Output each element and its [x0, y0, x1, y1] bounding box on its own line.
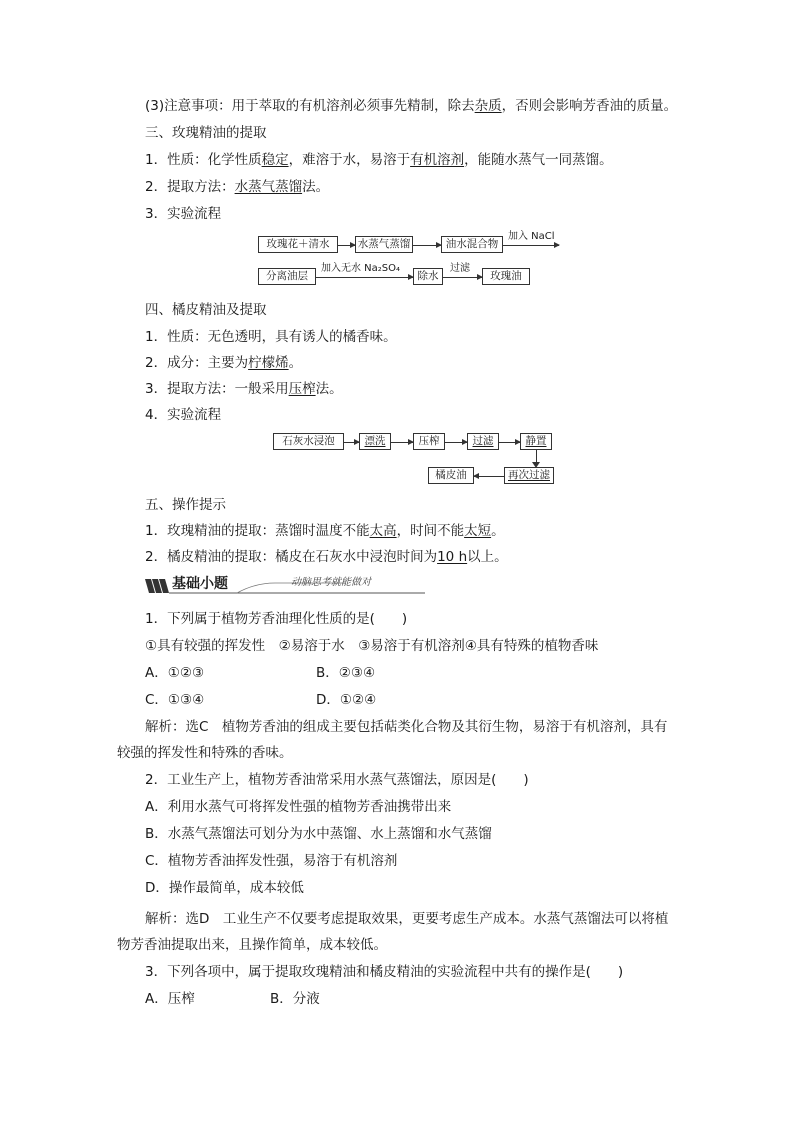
flow-box-filter: 过滤	[467, 433, 499, 450]
q2-analysis-line1: 解析：选D 工业生产不仅要考虑提取效果，更要考虑生产成本。水蒸气蒸馏法可以将植	[145, 911, 669, 927]
q3-stem: 3．下列各项中，属于提取玫瑰精油和橘皮精油的实验流程中共有的操作是( )	[145, 964, 624, 980]
tip-rose: 1．玫瑰精油的提取：蒸馏时温度不能太高，时间不能太短。	[145, 523, 505, 539]
flow-box-orange-oil: 橘皮油	[428, 467, 474, 484]
flow-arrow	[338, 245, 355, 246]
q2-stem: 2．工业生产上，植物芳香油常采用水蒸气蒸馏法，原因是( )	[145, 772, 529, 788]
q1-option-d: D．①②④	[316, 692, 377, 708]
flow-arrow	[503, 245, 559, 246]
q3-option-a: A．压榨	[145, 991, 195, 1007]
q1-analysis-line1: 解析：选C 植物芳香油的组成主要包括萜类化合物及其衍生物，易溶于有机溶剂，具有	[145, 719, 668, 735]
orange-flow-title: 4．实验流程	[145, 407, 222, 423]
flow-arrow	[445, 442, 467, 443]
q1-option-b: B．②③④	[316, 665, 376, 681]
flow-box-settle: 静置	[520, 433, 552, 450]
flow-arrow	[391, 442, 413, 443]
flow-arrow	[499, 442, 520, 443]
q1-analysis-line2: 较强的挥发性和特殊的香味。	[117, 745, 293, 761]
q3-option-b: B．分液	[270, 991, 320, 1007]
q2-analysis-line2: 物芳香油提取出来，且操作简单，成本较低。	[117, 937, 387, 953]
orange-method: 3．提取方法：一般采用压榨法。	[145, 381, 343, 397]
q2-option-c: C．植物芳香油挥发性强，易溶于有机溶剂	[145, 853, 398, 869]
flow-arrow	[443, 277, 482, 278]
flow-label-filter: 过滤	[450, 263, 470, 274]
note-3: (3)注意事项：用于萃取的有机溶剂必须事先精制，除去杂质，否则会影响芳香油的质量。	[145, 98, 678, 114]
rose-method: 2．提取方法：水蒸气蒸馏法。	[145, 179, 330, 195]
q2-option-b: B．水蒸气蒸馏法可划分为水中蒸馏、水上蒸馏和水气蒸馏	[145, 826, 492, 842]
flow-box-refilter: 再次过滤	[504, 467, 554, 484]
tips-heading: 五、操作提示	[145, 497, 226, 513]
flow-box-separate-oil: 分离油层	[258, 268, 316, 285]
rose-heading: 三、玫瑰精油的提取	[145, 125, 267, 141]
flow-label-add-na2so4: 加入无水 Na₂SO₄	[321, 263, 401, 274]
flow-box-rinse: 漂洗	[359, 433, 391, 450]
flow-box-press: 压榨	[413, 433, 445, 450]
flow-arrow	[413, 245, 441, 246]
tip-orange: 2．橘皮精油的提取：橘皮在石灰水中浸泡时间为10 h以上。	[145, 549, 508, 565]
flow-box-lime-soak: 石灰水浸泡	[273, 433, 344, 450]
orange-heading: 四、橘皮精油及提取	[145, 302, 267, 318]
q1-option-c: C．①③④	[145, 692, 205, 708]
rose-property: 1．性质：化学性质稳定，难溶于水，易溶于有机溶剂，能随水蒸气一同蒸馏。	[145, 152, 613, 168]
flow-label-add-nacl: 加入 NaCl	[508, 231, 555, 242]
orange-composition: 2．成分：主要为柠檬烯。	[145, 355, 303, 371]
banner-title: 基础小题	[172, 576, 228, 592]
q1-items: ①具有较强的挥发性 ②易溶于水 ③易溶于有机溶剂④具有特殊的植物香味	[145, 638, 599, 654]
flow-box-oil-water: 油水混合物	[441, 236, 503, 253]
flow-box-steam-distill: 水蒸气蒸馏	[355, 236, 413, 253]
q2-option-d: D．操作最简单，成本较低	[145, 880, 304, 896]
flow-arrow	[474, 476, 504, 477]
section-banner	[145, 573, 430, 597]
orange-property: 1．性质：无色透明，具有诱人的橘香味。	[145, 329, 397, 345]
flow-box-rose-water: 玫瑰花＋清水	[258, 236, 338, 253]
flow-arrow	[316, 277, 413, 278]
flow-arrow	[344, 442, 359, 443]
q1-option-a: A．①②③	[145, 665, 205, 681]
flow-box-remove-water: 除水	[413, 268, 443, 285]
rose-flow-title: 3．实验流程	[145, 206, 222, 222]
banner-slogan: 动脑思考就能做对	[291, 577, 371, 588]
flow-box-rose-oil: 玫瑰油	[482, 268, 530, 285]
q2-option-a: A．利用水蒸气可将挥发性强的植物芳香油携带出来	[145, 799, 452, 815]
q1-stem: 1．下列属于植物芳香油理化性质的是( )	[145, 611, 408, 627]
